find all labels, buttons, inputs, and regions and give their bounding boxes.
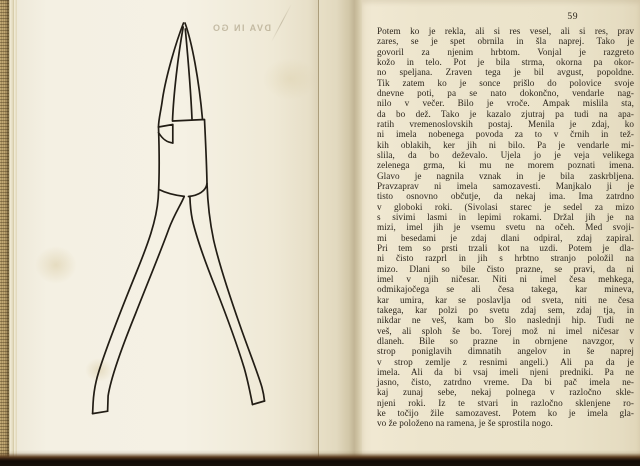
text-line: slila, da bo deževalo. Ujela jo je veja velikega — [377, 149, 634, 160]
book-bottom-edge — [0, 450, 640, 466]
text-line: tisto osnovno občutje, da nekaj ima. Ima zatrdno — [377, 191, 634, 202]
text-line: strop poniglavih dimnatih angelov in še naprej — [377, 346, 634, 357]
text-line: govoril za njenim hrbtom. Vonjal je razgreto — [377, 46, 634, 57]
text-line: v globoki roki. (Sivolasi starec je sedel za mizo — [377, 201, 634, 212]
text-line: ni čisto razprl in jih s hrbtno stranjo položil na — [377, 253, 634, 264]
text-line: nilo v večer. Bilo je vroče. Ampak mislila sta, — [377, 98, 634, 109]
book-gutter — [318, 0, 363, 466]
text-line: Tik zatem ko je sonce prišlo do polovice svoje — [377, 77, 634, 88]
text-line: zelenega grma, ki mu ne morem poznati imena. — [377, 160, 634, 171]
text-line: veš, ali sploh še bo. Torej mož ni imel ničesar v — [377, 325, 634, 336]
text-line: kih oblakih, ker jih ni bilo. Pa je vendarle mi- — [377, 139, 634, 150]
text-line: mizi, imel jih je vsemu svetu na očeh. Med svoji- — [377, 222, 634, 233]
text-line: dnevne poti, pa se nato dokončno, vendarle nag- — [377, 87, 634, 98]
body-text — [377, 26, 634, 429]
left-page — [17, 0, 318, 466]
text-line: imel v njih ničesar. Niti ni imel česa mehkega, — [377, 273, 634, 284]
text-line: nikdar ne veš, kam bo šlo naslednji hip. Tudi ne — [377, 315, 634, 326]
text-line: v strop zemlje z resnimi angeli.) Ali pa da je — [377, 356, 634, 367]
page-crease — [271, 4, 292, 42]
paper-stain — [85, 358, 113, 382]
text-line: jasno, čisto, zatrdno vreme. Da bi pač imela ne- — [377, 377, 634, 388]
text-line: odmikajočega se ali česa takega, kar mineva, — [377, 284, 634, 295]
paper-stain — [263, 58, 317, 100]
text-line: mi besedami je zdaj dlani odpiral, zdaj zapiral. — [377, 232, 634, 243]
text-line: kožo in telo. Pot je bila strma, okorna pa okor- — [377, 56, 634, 67]
page-stack-edges — [9, 0, 17, 466]
text-line: ke točijo žile samozavest. Potem ko je imela gla- — [377, 408, 634, 419]
text-line: imela. Ali da bi vsaj imeli njeni predniki. Pa ne — [377, 366, 634, 377]
text-line: zares, se je spet obrnila in šla naprej. Tako je — [377, 36, 634, 47]
book-cover-edge — [0, 0, 9, 466]
text-line: mizo. Dlani so bile čisto prazne, se pravi, da ni — [377, 263, 634, 274]
text-line: njeni roki. Iz te stvari in razločno sklenjene ro- — [377, 397, 634, 408]
page-number: 59 — [567, 11, 578, 22]
text-line: s sivimi lasmi in lepimi rokami. Držal jih je na — [377, 211, 634, 222]
text-line: ratih vremenoslovskih postaj. Menila je zdaj, ko — [377, 118, 634, 129]
text-line: Pravzaprav ni imela samozavesti. Manjkalo ji je — [377, 180, 634, 191]
text-line: dlaneh. Bile so prazne in obrnjene navzgor, v — [377, 335, 634, 346]
text-line: Potem ko je rekla, ali si res vesel, ali si res, prav — [377, 26, 634, 36]
show-through-title: DVA IN GO — [211, 23, 271, 33]
text-line: vo že položeno na ramena, je še sprostila nogo. — [377, 418, 553, 429]
text-line: ni imela nobenega povoda za to v črnih in tež- — [377, 129, 634, 140]
text-line: Pri tem so prsti trzali kot na uzdi. Potem je dla- — [377, 242, 634, 253]
text-line: kar umira, kar se poslavlja od sveta, niti ne česa — [377, 294, 634, 305]
paper-stain — [35, 246, 77, 284]
text-line: no speljana. Zraven tega je bil avgust, popoldne. — [377, 67, 634, 78]
text-line: da bo dež. Tako je kazalo zjutraj pa tudi na apa- — [377, 108, 634, 119]
right-page — [362, 0, 640, 466]
text-line: kaj zunaj sebe, nekaj polnega v razločno skle- — [377, 387, 634, 398]
text-line: Glavo je nagnila vznak in je bila zaskrbljena. — [377, 170, 634, 181]
text-line: takega, kar polzi po svetu zdaj sem, zdaj tja, in — [377, 304, 634, 315]
